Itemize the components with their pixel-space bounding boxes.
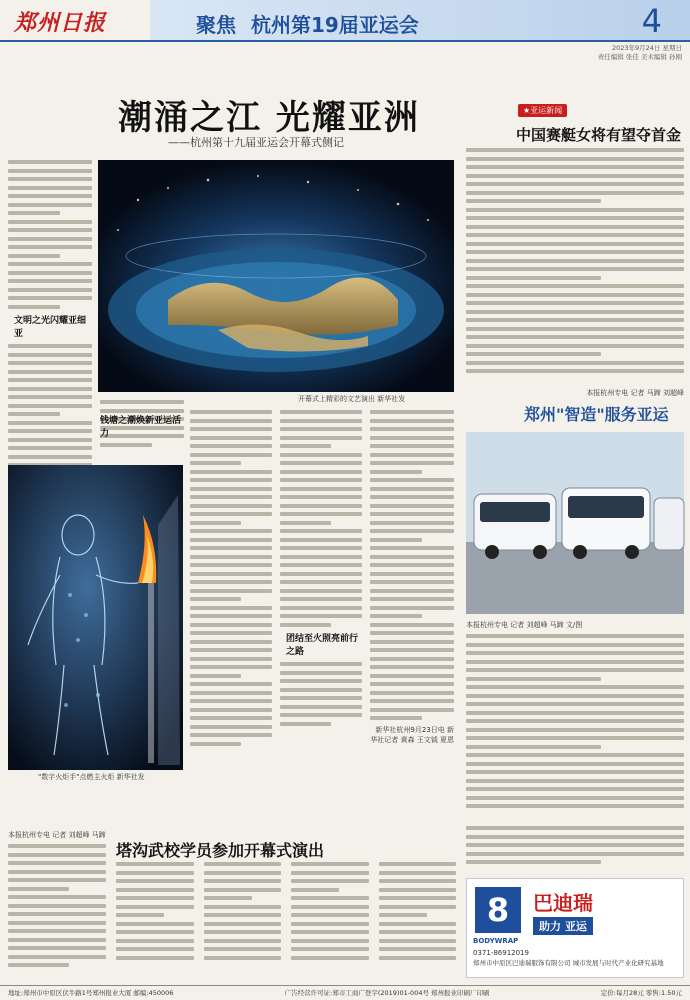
subhead-2: 钱塘之潮焕新亚运活力 xyxy=(100,416,182,439)
dateline xyxy=(598,44,682,62)
lead-title: 潮涌之江 光耀亚洲 xyxy=(118,98,420,138)
footer-price: 定价:每月28元 零售:1.50元 xyxy=(600,989,682,997)
martial-arts-story-title: 塔沟武校学员参加开幕式演出 xyxy=(116,841,325,860)
rowing-story-credit: 本报杭州专电 记者 马蹄 刘超峰 xyxy=(586,389,684,397)
newspaper-logo: 郑州日报 xyxy=(14,10,107,36)
lead-text-column-mid xyxy=(100,410,184,439)
brand-name: 巴迪瑞 xyxy=(533,891,593,915)
editors-credit: 责任编辑 张佳 美术编辑 孙刚 xyxy=(597,53,682,61)
lead-story xyxy=(8,60,456,820)
advertisement[interactable] xyxy=(466,878,684,978)
smart-manufacturing-credit: 本报杭州专电 记者 刘超峰 马蹄 文/图 xyxy=(466,621,583,629)
brand-name-latin: BODYWRAP xyxy=(473,937,519,945)
lead-text-column-a xyxy=(190,410,272,800)
buses-photo-illustration xyxy=(466,432,684,614)
lead-text-column-c xyxy=(370,410,454,820)
lead-deck: ——杭州第十九届亚运会开幕式侧记 xyxy=(168,136,344,149)
masthead xyxy=(0,0,690,42)
martial-arts-story-text-2 xyxy=(116,862,456,980)
footer-address: 地址:郑州市中原区伏牛路1号郑州报业大厦 邮编:450006 xyxy=(8,989,174,997)
section-banner xyxy=(196,9,419,38)
lead-byline: 新华社杭州9月23日电 新华社记者 黄森 王文钺 夏恩 xyxy=(370,725,454,744)
smart-manufacturing-title: 郑州"智造"服务亚运 xyxy=(524,405,669,424)
torchbearer-photo-illustration xyxy=(8,465,183,770)
torchbearer-photo-caption: "数字火炬手"点燃主火炬 新华社发 xyxy=(38,773,145,781)
brand-logo-mark: 8 xyxy=(475,887,521,933)
subhead-3: 团结至火照亮前行之路 xyxy=(286,634,359,657)
ad-description: 郑州市中原区巴迪瑞服饰有限公司 城市发展与时代产业化研究基地 xyxy=(473,959,664,967)
subhead-1: 文明之光闪耀亚细亚 xyxy=(14,316,87,339)
ceremony-photo-illustration xyxy=(98,160,454,392)
right-lower-text xyxy=(466,826,684,874)
issue-date: 2023年9月24日 星期日 xyxy=(611,44,682,52)
footer-license: 广告经营许可证:郑市工商广登字(2019)01-004号 郑州报业印刷厂印刷 xyxy=(284,989,490,997)
ad-slogan: 助力 亚运 xyxy=(533,917,593,935)
rowing-story-text xyxy=(466,148,684,386)
lead-text-column-intro xyxy=(8,160,92,460)
rowing-story-title: 中国赛艇女将有望夺首金 xyxy=(516,126,682,144)
footer xyxy=(0,985,690,1000)
news-tag: ★亚运新闻 xyxy=(518,104,567,117)
smart-manufacturing-text xyxy=(466,620,684,824)
right-column xyxy=(466,84,684,824)
focus-label: 聚焦 xyxy=(196,13,236,37)
martial-arts-story-credit: 本报杭州专电 记者 刘超峰 马蹄 xyxy=(8,831,106,839)
page-number: 4 xyxy=(641,2,662,40)
ceremony-photo-caption: 开幕式上精彩的文艺演出 新华社发 xyxy=(298,395,406,403)
banner-title: 杭州第19届亚运会 xyxy=(250,13,419,37)
ceremony-photo xyxy=(98,160,454,392)
buses-photo xyxy=(466,432,684,614)
lead-text-column-b xyxy=(280,410,362,800)
ad-phone: 0371-86912019 xyxy=(473,949,529,957)
torchbearer-photo xyxy=(8,465,183,770)
martial-arts-story-text xyxy=(8,830,106,980)
